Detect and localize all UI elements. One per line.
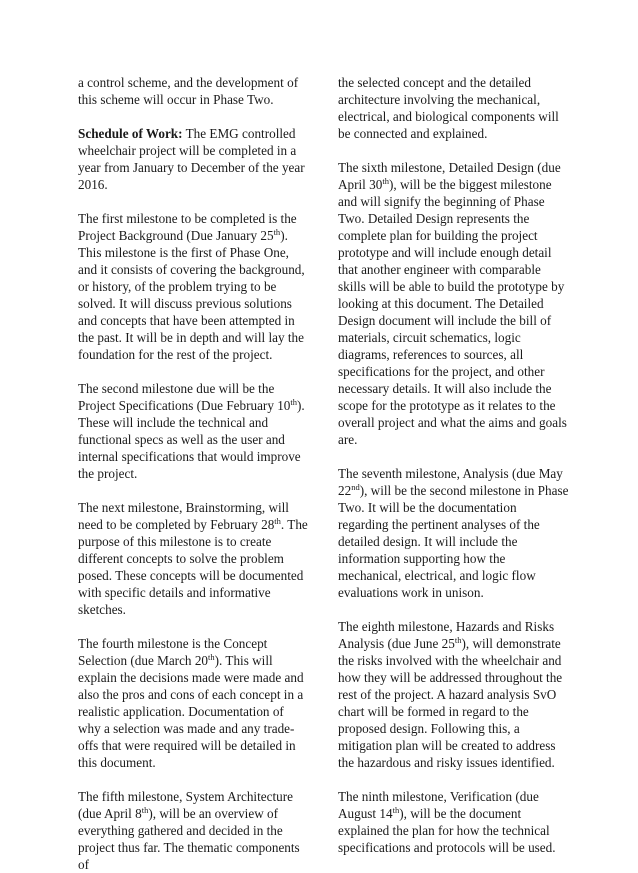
paragraph-milestone-8: The eighth milestone, Hazards and Risks Analysis (due June 25th), will demonstrate the risks involved with the wheelchair and how they will be addressed throughout the rest of the project. A hazard analysis SvO chart will be formed in regard to the proposed design. Following this, a mitigation plan will be created to address the hazardous and risky issues identified. bbox=[338, 619, 563, 770]
paragraph-concept-continuation: the selected concept and the detailed architecture involving the mechanical, electrical, and biological components will be connected and explained. bbox=[338, 75, 559, 141]
paragraph-milestone-9: The ninth milestone, Verification (due August 14th), will be the document explained the plan for how the technical specifications and protocols will be used. bbox=[338, 789, 556, 855]
paragraph-control-scheme: a control scheme, and the development of this scheme will occur in Phase Two. bbox=[78, 75, 299, 107]
paragraph-milestone-7: The seventh milestone, Analysis (due May 22nd), will be the second milestone in Phase Two. It will be the documentation regarding the pertinent analyses of the detailed design. It will include the information supporting how the mechanical, electrical, and logic flow evaluations work in unison. bbox=[338, 466, 569, 600]
paragraph-milestone-1: The first milestone to be completed is the Project Background (Due January 25th). This milestone is the first of Phase One, and it consists of covering the background, or history, of the problem trying to be solved. It will discuss previous solutions and concepts that have been attempted in the past. It will be in depth and will lay the foundation for the rest of the project. bbox=[78, 211, 305, 362]
schedule-text: The EMG controlled wheelchair project will be completed in a year from January to December of the year 2016. bbox=[78, 126, 305, 192]
paragraph-milestone-5: The fifth milestone, System Architecture (due April 8th), will be an overview of everything gathered and decided in the project thus far. The thematic components of bbox=[78, 789, 300, 872]
paragraph-milestone-3: The next milestone, Brainstorming, will need to be completed by February 28th. The purpose of this milestone is to create different concepts to solve the problem posed. These concepts will be documented with specific details and informative sketches. bbox=[78, 500, 308, 617]
paragraph-milestone-6: The sixth milestone, Detailed Design (due April 30th), will be the biggest milestone and will signify the beginning of Phase Two. Detailed Design represents the complete plan for building the project prototype and will include enough detail that another engineer with comparable skills will be able to build the prototype by looking at this document. The Detailed Design document will include the bill of materials, circuit schematics, logic diagrams, references to sources, all specifications for the project, and other necessary details. It will also include the scope for the prototype as it relates to the overall project and what the aims and goals are. bbox=[338, 160, 567, 447]
schedule-heading: Schedule of Work: bbox=[78, 126, 183, 141]
left-column bbox=[78, 74, 308, 873]
paragraph-milestone-4: The fourth milestone is the Concept Selection (due March 20th). This will explain the decisions made were made and also the pros and cons of each concept in a realistic application. Documentation of why a selection was made and any trade-offs that were required will be detailed in this document. bbox=[78, 636, 304, 770]
right-column bbox=[338, 74, 570, 856]
paragraph-milestone-2: The second milestone due will be the Project Specifications (Due February 10th). These will include the technical and functional specs as well as the user and internal specifications that would improve the project. bbox=[78, 381, 305, 481]
paragraph-schedule-of-work bbox=[78, 125, 308, 193]
